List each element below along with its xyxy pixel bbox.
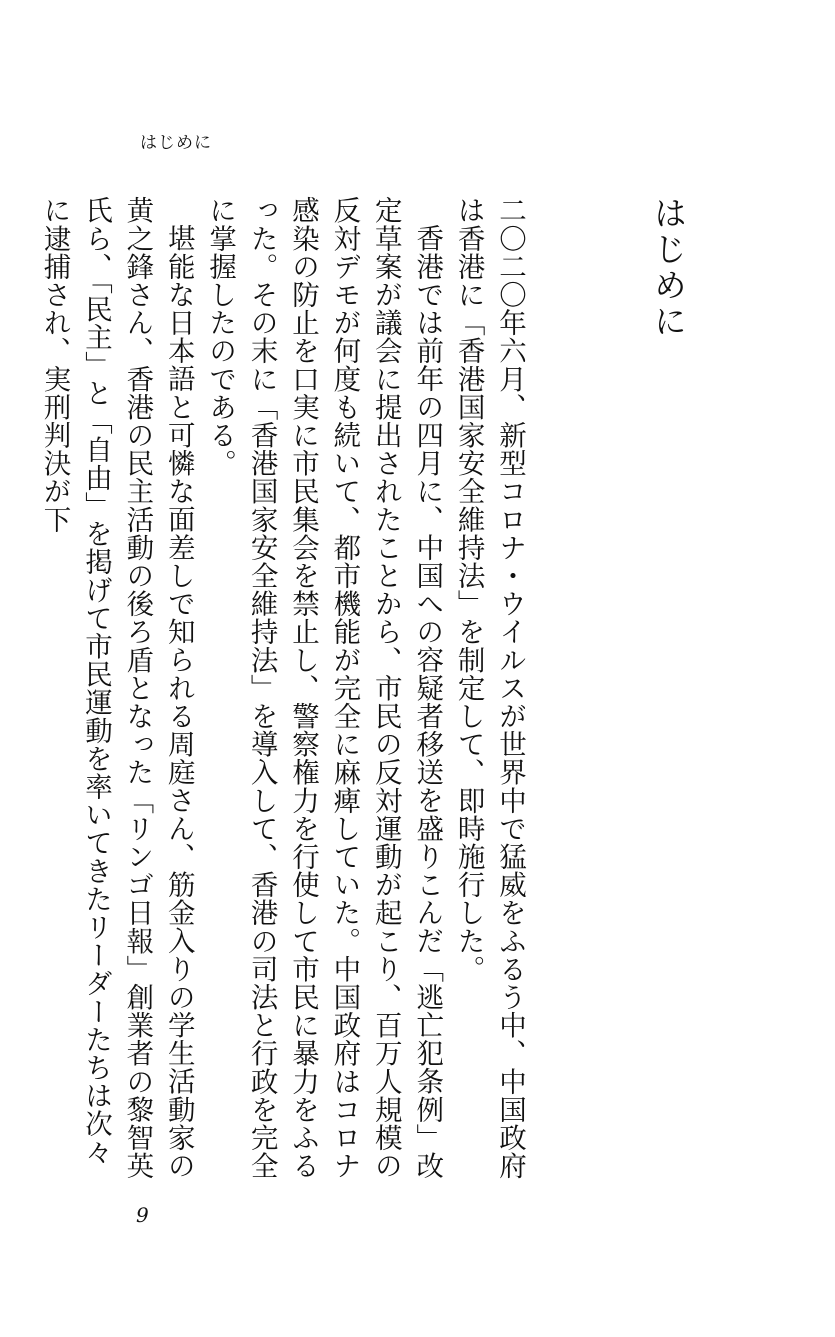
paragraph-1: 二〇二〇年六月、新型コロナ・ウイルスが世界中で猛威をふるう中、中国政府は香港に「香港国家安全維持法」を制定して、即時施行した。 <box>452 196 526 1180</box>
running-header: はじめに <box>140 133 212 153</box>
paragraph-3: 堪能な日本語と可憐な面差しで知られる周庭さん、筋金入りの学生活動家の黄之鋒さん、香港の民主活動の後ろ盾となった「リンゴ日報」創業者の黎智英氏ら、「民主」と「自由」を掲げて市民運動を率いてきたリーダーたちは次々に逮捕され、実刑判決が下 <box>38 196 195 1180</box>
body-text <box>38 196 530 1186</box>
page-number: 9 <box>136 1203 149 1227</box>
paragraph-2: 香港では前年の四月に、中国への容疑者移送を盛りこんだ「逃亡犯条例」改定草案が議会に提出されたことから、市民の反対運動が起こり、百万人規模の反対デモが何度も続いて、都市機能が完全に麻痺していた。中国政府はコロナ感染の防止を口実に市民集会を禁止し、警察権力を行使して市民に暴力をふるった。その末に「香港国家安全維持法」を導入して、香港の司法と行政を完全に掌握したのである。 <box>204 196 444 1180</box>
chapter-title: はじめに <box>649 196 688 340</box>
